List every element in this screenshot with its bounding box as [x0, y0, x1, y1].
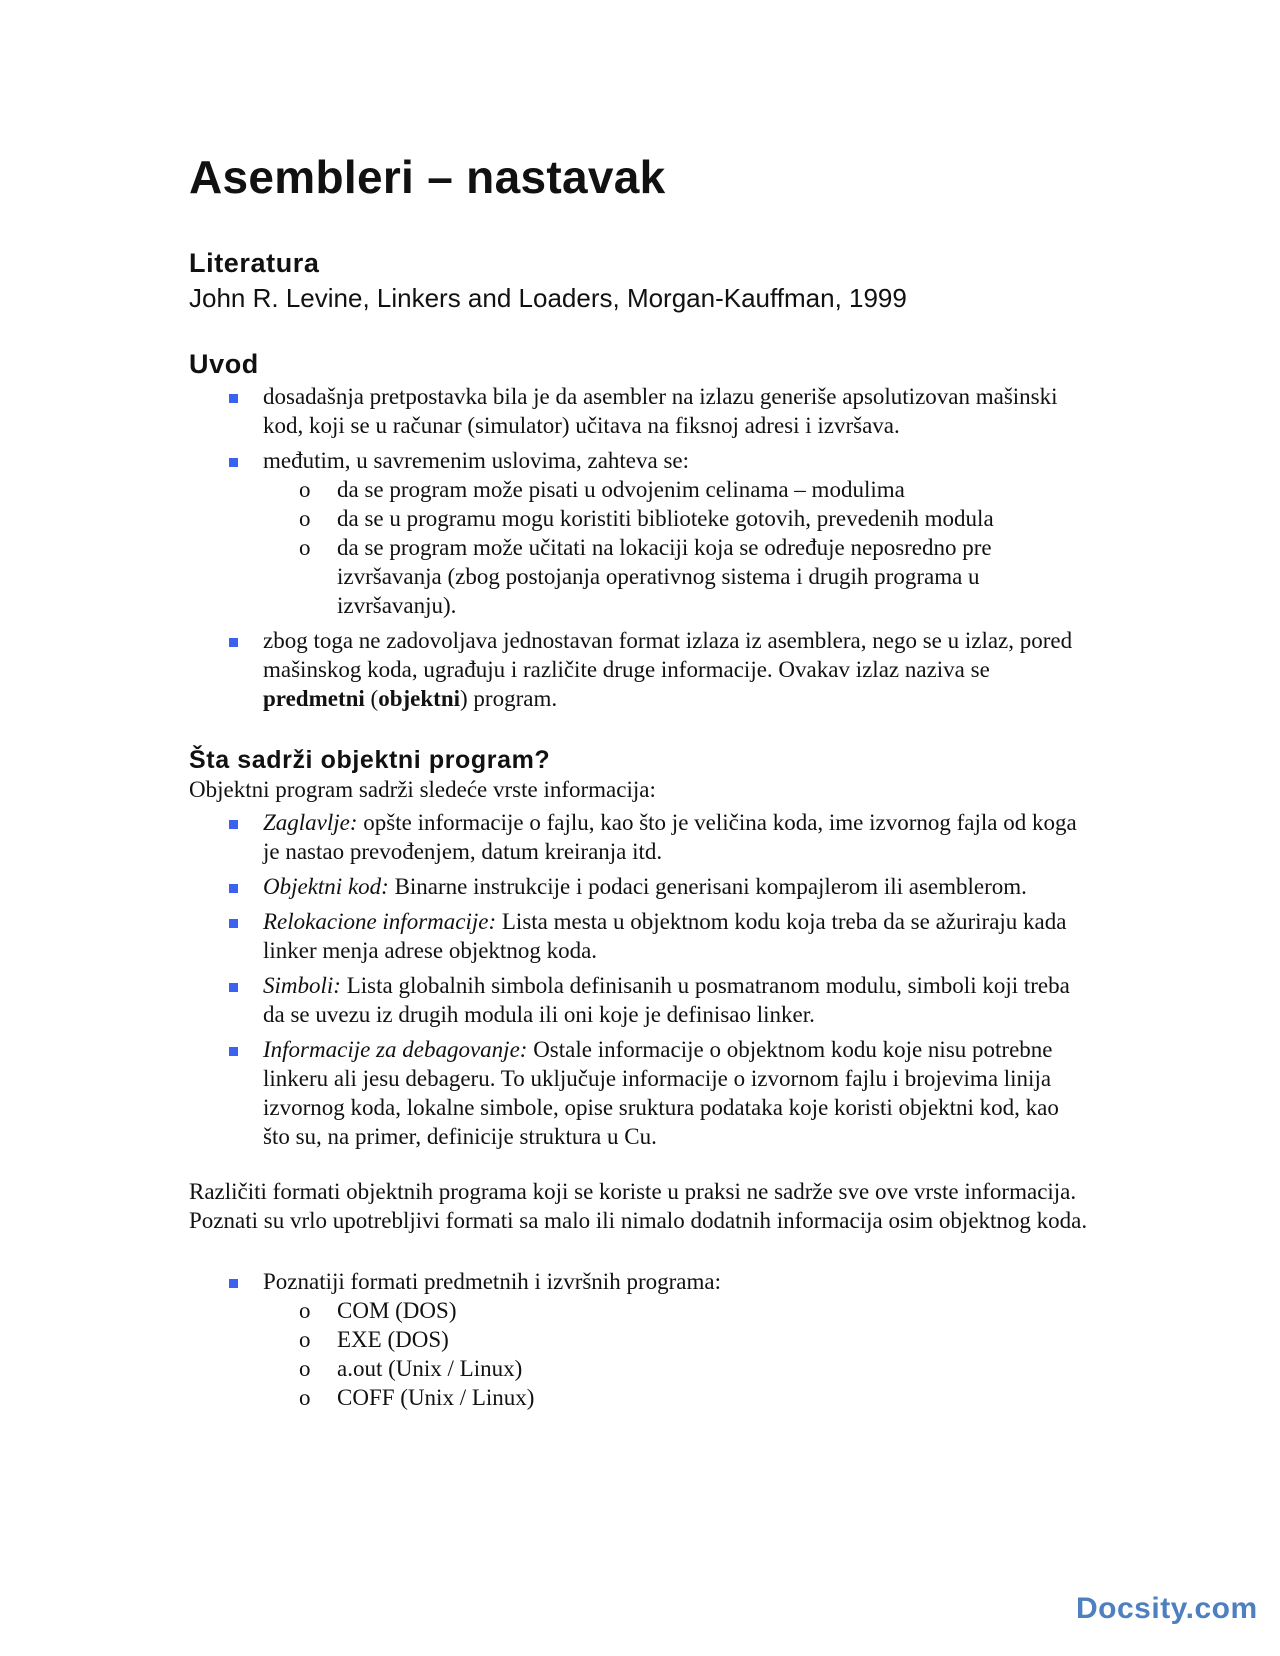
format-item — [299, 1354, 1089, 1383]
circle-bullet-icon: o — [299, 506, 311, 532]
uvod-item-1 — [263, 382, 1089, 440]
uvod-item-3-end: ) program. — [460, 686, 558, 712]
uvod-item-3 — [263, 626, 1089, 713]
square-bullet-icon — [229, 919, 238, 928]
literatura-heading: Literatura — [189, 248, 320, 279]
square-bullet-icon — [229, 394, 238, 403]
sta-item — [263, 971, 1089, 1029]
format-item — [299, 1325, 1089, 1354]
square-bullet-icon — [229, 1279, 238, 1288]
page-title: Asembleri – nastavak — [189, 151, 666, 203]
circle-bullet-icon: o — [299, 1298, 311, 1324]
format-item-text: COM (DOS) — [337, 1298, 457, 1324]
formats-sublist — [263, 1296, 1089, 1412]
sta-list — [189, 808, 1089, 1151]
sta-item — [263, 808, 1089, 866]
square-bullet-icon — [229, 884, 238, 893]
sta-item-text: Ostale informacije o objektnom kodu koje nisu potrebne linkeru ali jesu debageru. To uključuje informacije o izvornom fajlu i brojevima linija izvornog koda, lokalne simbole, opise sruktura podataka koje koristi objektni kod, kao što su, na primer, definicije struktura u Cu. — [263, 1037, 1059, 1150]
uvod-subitem-text: da se program može pisati u odvojenim celinama – modulima — [337, 477, 905, 503]
uvod-subitem — [299, 533, 1089, 620]
uvod-subitem-text: da se program može učitati na lokaciji koja se određuje neposredno pre izvršavanja (zbog postojanja operativnog sistema i drugih programa u izvršavanju). — [337, 535, 992, 619]
sta-item-term: Simboli: — [263, 973, 341, 999]
uvod-subitem-text: da se u programu mogu koristiti biblioteke gotovih, prevedenih modula — [337, 506, 994, 532]
uvod-subitem — [299, 475, 1089, 504]
circle-bullet-icon: o — [299, 1356, 311, 1382]
square-bullet-icon — [229, 458, 238, 467]
sta-intro: Objektni program sadrži sledeće vrste informacija: — [189, 777, 656, 803]
square-bullet-icon — [229, 638, 238, 647]
formats-paragraph: Različiti formati objektnih programa koji se koriste u praksi ne sadrže sve ove vrste informacija. Poznati su vrlo upotrebljivi formati sa malo ili nimalo dodatnih informacija osim objektnog koda. — [189, 1179, 1088, 1234]
format-item-text: EXE (DOS) — [337, 1327, 449, 1353]
sta-item-term: Informacije za debagovanje: — [263, 1037, 528, 1063]
uvod-list — [189, 382, 1089, 713]
sta-item-text: opšte informacije o fajlu, kao što je veličina koda, ime izvornog fajla od koga je nastao prevođenjem, datum kreiranja itd. — [263, 810, 1077, 865]
uvod-item-2-text: međutim, u savremenim uslovima, zahteva se: — [263, 448, 690, 474]
sta-item-term: Zaglavlje: — [263, 810, 358, 836]
square-bullet-icon — [229, 983, 238, 992]
uvod-sublist — [263, 475, 1089, 620]
circle-bullet-icon: o — [299, 477, 311, 503]
square-bullet-icon — [229, 1047, 238, 1056]
formats-item — [263, 1267, 1089, 1412]
predmetni-term: predmetni — [263, 686, 365, 712]
sta-item — [263, 1035, 1089, 1151]
format-item-text: a.out (Unix / Linux) — [337, 1356, 523, 1382]
circle-bullet-icon: o — [299, 1327, 311, 1353]
docsity-watermark[interactable]: Docsity.com — [1076, 1592, 1258, 1625]
objektni-term: objektni — [378, 686, 461, 712]
sta-item-text: Binarne instrukcije i podaci generisani kompajlerom ili asemblerom. — [388, 874, 1027, 900]
circle-bullet-icon: o — [299, 535, 311, 561]
sta-item — [263, 907, 1089, 965]
format-item-text: COFF (Unix / Linux) — [337, 1385, 535, 1411]
circle-bullet-icon: o — [299, 1385, 311, 1411]
document-content — [189, 150, 1089, 1418]
formats-list — [189, 1267, 1089, 1412]
sta-item-text: Lista globalnih simbola definisanih u posmatranom modulu, simboli koji treba da se uvezu iz drugih modula ili oni koje je definisao linker. — [263, 973, 1070, 1028]
sta-item — [263, 872, 1089, 901]
format-item — [299, 1383, 1089, 1412]
sta-heading: Šta sadrži objektni program? — [189, 746, 551, 775]
uvod-heading: Uvod — [189, 349, 259, 380]
uvod-item-2 — [263, 446, 1089, 620]
paren-open: ( — [364, 686, 379, 712]
format-item — [299, 1296, 1089, 1325]
uvod-item-3-text: zbog toga ne zadovoljava jednostavan format izlaza iz asemblera, nego se u izlaz, pored mašinskog koda, ugrađuju i različite druge informacije. Ovakav izlaz naziva se — [263, 628, 1073, 683]
formats-label: Poznatiji formati predmetnih i izvršnih programa: — [263, 1269, 721, 1295]
sta-item-text: Lista mesta u objektnom kodu koja treba da se ažuriraju kada linker menja adrese objektnog koda. — [263, 909, 1067, 964]
literatura-text: John R. Levine, Linkers and Loaders, Morgan-Kauffman, 1999 — [189, 282, 907, 313]
sta-item-term: Relokacione informacije: — [263, 909, 497, 935]
uvod-subitem — [299, 504, 1089, 533]
square-bullet-icon — [229, 820, 238, 829]
sta-item-term: Objektni kod: — [263, 874, 389, 900]
uvod-item-1-text: dosadašnja pretpostavka bila je da asembler na izlazu generiše apsolutizovan mašinski kod, koji se u računar (simulator) učitava na fiksnoj adresi i izvršava. — [263, 384, 1058, 439]
